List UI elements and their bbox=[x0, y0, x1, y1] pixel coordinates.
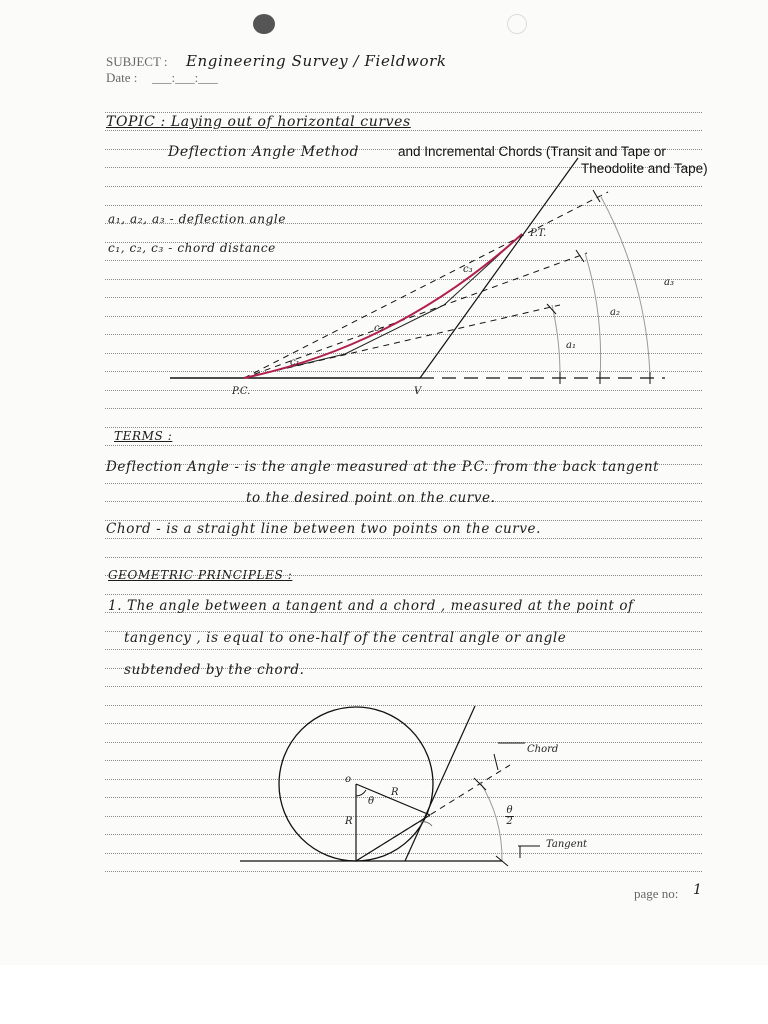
chord-arrow-shaft bbox=[494, 754, 498, 770]
page-number: 1 bbox=[693, 882, 703, 898]
label-o: o bbox=[345, 774, 352, 785]
date-value: ___:___:___ bbox=[152, 70, 218, 85]
label-half-angle-num: θ bbox=[506, 805, 513, 816]
topic-line: TOPIC : Laying out of horizontal curves bbox=[106, 114, 411, 130]
label-half-angle bbox=[505, 806, 514, 827]
principle-1-line-1: 1. The angle between a tangent and a chord , measured at the point of bbox=[108, 598, 634, 614]
deflection-definition-1: Deflection Angle - is the angle measured at the P.C. from the back tangent bbox=[106, 459, 660, 475]
half-angle-arc bbox=[480, 782, 502, 861]
secant-line bbox=[405, 706, 475, 861]
method-title: Deflection Angle Method bbox=[168, 144, 360, 160]
deflection-legend: a₁, a₂, a₃ - deflection angle bbox=[108, 212, 287, 226]
label-c2: c₂ bbox=[374, 323, 384, 334]
typed-line-2: Theodolite and Tape) bbox=[581, 161, 708, 176]
label-r-side: R bbox=[345, 816, 353, 827]
label-r-top: R bbox=[391, 787, 399, 798]
label-a3: a₃ bbox=[664, 277, 674, 288]
label-half-angle-den: 2 bbox=[506, 816, 513, 827]
tick-chord bbox=[474, 778, 486, 790]
label-a1: a₁ bbox=[566, 340, 576, 351]
typed-line-1: and Incremental Chords (Transit and Tape or bbox=[398, 144, 666, 159]
label-pt: P.T. bbox=[530, 228, 547, 239]
page-number-label: page no: bbox=[634, 886, 679, 901]
principles-heading: GEOMETRIC PRINCIPLES : bbox=[108, 568, 293, 582]
label-c1: c₁ bbox=[290, 357, 300, 368]
label-chord: Chord bbox=[527, 744, 559, 755]
label-pc: P.C. bbox=[232, 386, 251, 397]
label-tangent: Tangent bbox=[546, 839, 588, 850]
theta-arc bbox=[356, 790, 366, 796]
subject-label: SUBJECT : bbox=[106, 54, 168, 69]
subject-value: Engineering Survey / Fieldwork bbox=[186, 52, 447, 70]
label-a2: a₂ bbox=[610, 307, 620, 318]
chord-definition: Chord - is a straight line between two points on the curve. bbox=[106, 521, 542, 537]
principle-1-line-3: subtended by the chord. bbox=[124, 662, 305, 678]
label-v: V bbox=[414, 386, 422, 397]
label-theta: θ bbox=[368, 796, 375, 807]
date-label: Date : bbox=[106, 70, 138, 85]
label-c3: c₃ bbox=[463, 264, 473, 275]
chord-legend: c₁, c₂, c₃ - chord distance bbox=[108, 241, 276, 255]
deflection-definition-2: to the desired point on the curve. bbox=[246, 490, 496, 506]
principle-1-line-2: tangency , is equal to one-half of the central angle or angle bbox=[124, 630, 567, 646]
terms-heading: TERMS : bbox=[114, 429, 173, 443]
